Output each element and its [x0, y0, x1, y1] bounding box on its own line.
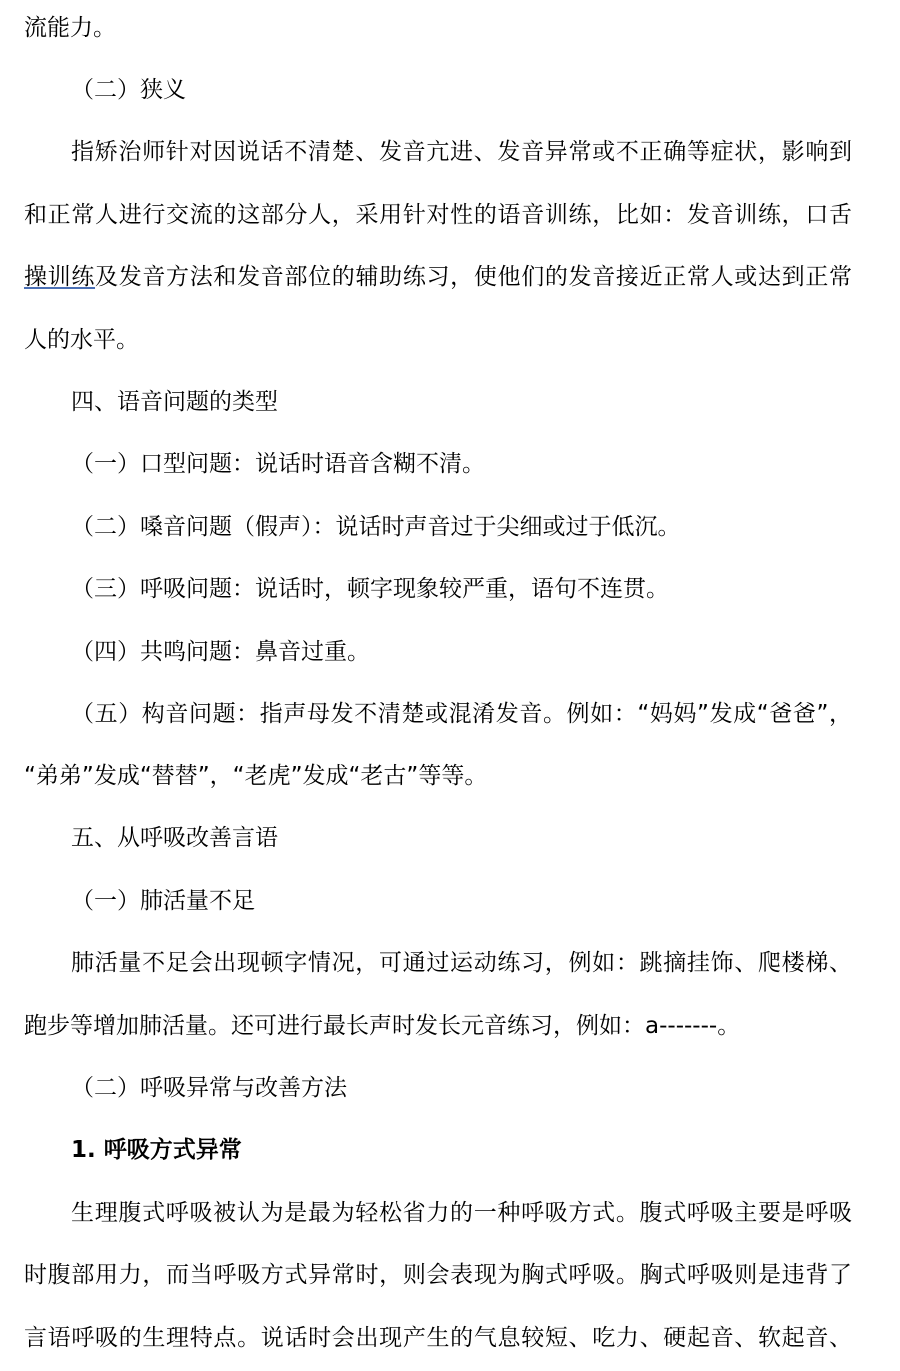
paragraph-line: 时腹部用力，而当呼吸方式异常时，则会表现为胸式呼吸。胸式呼吸则是违背了 [24, 1262, 852, 1288]
paragraph-line: 人的水平。 [24, 327, 139, 353]
subheading-lung-capacity: （一）肺活量不足 [71, 888, 255, 914]
list-item: （四）共鸣问题：鼻音过重。 [71, 639, 370, 665]
paragraph-line [24, 257, 852, 297]
paragraph-line: 和正常人进行交流的这部分人，采用针对性的语音训练，比如：发音训练，口舌 [24, 202, 852, 228]
paragraph-line: 言语呼吸的生理特点。说话时会出现产生的气息较短、吃力、硬起音、软起音、 [24, 1325, 852, 1351]
section-heading-5: 五、从呼吸改善言语 [71, 825, 278, 851]
paragraph-line: 指矫治师针对因说话不清楚、发音亢进、发音异常或不正确等症状，影响到 [71, 139, 852, 165]
numbered-heading: 1. 呼吸方式异常 [71, 1137, 242, 1163]
section-heading-4: 四、语音问题的类型 [71, 389, 278, 415]
underlined-text: 操训练 [24, 264, 96, 290]
list-item: （三）呼吸问题：说话时，顿字现象较严重，语句不连贯。 [71, 576, 669, 602]
list-item: （一）口型问题：说话时语音含糊不清。 [71, 451, 485, 477]
list-item: （五）构音问题：指声母发不清楚或混淆发音。例如：“妈妈”发成“爸爸”， [71, 701, 852, 727]
paragraph-line: 跑步等增加肺活量。还可进行最长声时发长元音练习，例如：a-------。 [24, 1013, 741, 1039]
list-item: （二）嗓音问题（假声）：说话时声音过于尖细或过于低沉。 [71, 514, 681, 540]
subheading-breathing: （二）呼吸异常与改善方法 [71, 1075, 347, 1101]
paragraph-line: “弟弟”发成“替替”，“老虎”发成“老古”等等。 [24, 763, 488, 789]
paragraph-line: 生理腹式呼吸被认为是最为轻松省力的一种呼吸方式。腹式呼吸主要是呼吸 [71, 1200, 852, 1226]
paragraph-line: 肺活量不足会出现顿字情况，可通过运动练习，例如：跳摘挂饰、爬楼梯、 [71, 950, 852, 976]
paragraph-line: 流能力。 [24, 15, 116, 41]
line-rest: 及发音方法和发音部位的辅助练习，使他们的发音接近正常人或达到正常 [95, 264, 853, 290]
subheading-narrow-sense: （二）狭义 [71, 77, 186, 103]
